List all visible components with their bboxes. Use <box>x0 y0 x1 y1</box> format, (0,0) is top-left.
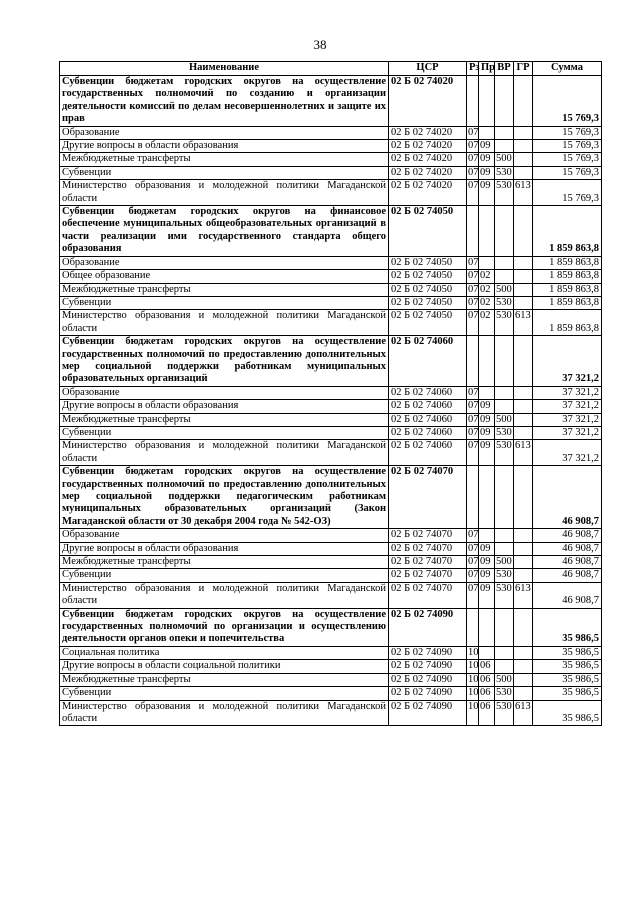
table-body <box>60 76 602 726</box>
cell-name: Министерство образования и молодежной политики Магаданской области <box>60 180 389 206</box>
table-row <box>60 440 602 466</box>
cell-vr <box>495 466 514 529</box>
cell-rz: 07 <box>467 310 479 336</box>
table-row <box>60 283 602 296</box>
cell-sum: 15 769,3 <box>533 180 602 206</box>
cell-gr <box>514 76 533 127</box>
cell-sum: 35 986,5 <box>533 687 602 700</box>
cell-csr: 02 Б 02 74020 <box>389 140 467 153</box>
table-row <box>60 673 602 686</box>
cell-pr <box>479 529 495 542</box>
cell-csr: 02 Б 02 74050 <box>389 270 467 283</box>
cell-pr: 02 <box>479 283 495 296</box>
cell-gr <box>514 687 533 700</box>
cell-csr: 02 Б 02 74090 <box>389 673 467 686</box>
table-row-section <box>60 466 602 529</box>
table-row <box>60 166 602 179</box>
cell-vr <box>495 256 514 269</box>
cell-vr: 500 <box>496 153 512 165</box>
cell-name: Другие вопросы в области социальной политики <box>60 660 389 673</box>
cell-vr: 530 <box>496 687 512 699</box>
table-row-section <box>60 206 602 257</box>
cell-sum: 35 986,5 <box>533 660 602 673</box>
cell-pr: 02 <box>479 310 495 336</box>
cell-csr: 02 Б 02 74090 <box>389 660 467 673</box>
table-row <box>60 153 602 166</box>
cell-pr: 09 <box>479 400 495 413</box>
cell-pr: 09 <box>479 440 495 466</box>
cell-pr: 09 <box>479 413 495 426</box>
cell-vr: 500 <box>496 556 512 568</box>
cell-pr: 02 <box>479 270 495 283</box>
cell-gr <box>514 608 533 646</box>
cell-gr: 613 <box>514 440 533 466</box>
cell-name: Субвенции бюджетам городских округов на осуществление государственных полномочий по предоставлению дополнительных мер социальной поддержки педагогическим работникам муниципальных образовательных организаций (Закон Магаданской области от 30 декабря 2004 года № 542-ОЗ) <box>60 466 389 529</box>
table-row <box>60 296 602 309</box>
cell-name: Министерство образования и молодежной политики Магаданской области <box>60 440 389 466</box>
cell-csr: 02 Б 02 74020 <box>389 153 467 166</box>
cell-csr: 02 Б 02 74090 <box>389 700 467 726</box>
cell-vr <box>495 386 514 399</box>
cell-pr: 09 <box>479 166 495 179</box>
cell-rz: 07 <box>468 166 479 178</box>
cell-sum: 1 859 863,8 <box>533 256 602 269</box>
table-row-section <box>60 336 602 387</box>
cell-name: Образование <box>60 386 389 399</box>
page-number: 38 <box>313 37 327 52</box>
cell-vr: 530 <box>495 700 514 726</box>
cell-rz <box>467 206 479 257</box>
header-csr: ЦСР <box>389 62 467 76</box>
cell-vr <box>495 76 514 127</box>
cell-pr <box>479 386 495 399</box>
cell-pr <box>479 206 495 257</box>
cell-rz: 07 <box>467 180 479 206</box>
cell-sum: 1 859 863,8 <box>533 206 602 257</box>
cell-sum: 46 908,7 <box>533 529 602 542</box>
cell-rz: 10 <box>468 660 479 672</box>
cell-name: Образование <box>60 529 389 542</box>
cell-name: Министерство образования и молодежной политики Магаданской области <box>60 310 389 336</box>
cell-rz: 07 <box>468 556 479 568</box>
table-row <box>60 270 602 283</box>
cell-name: Субвенции бюджетам городских округов на осуществление государственных полномочий по созданию и организации деятельности комиссий по делам несовершеннолетних и защите их прав <box>60 76 389 127</box>
cell-rz: 07 <box>468 542 479 554</box>
cell-csr: 02 Б 02 74060 <box>389 426 467 439</box>
cell-sum: 46 908,7 <box>533 542 602 555</box>
cell-csr: 02 Б 02 74070 <box>389 569 467 582</box>
cell-csr: 02 Б 02 74060 <box>389 440 467 466</box>
cell-pr <box>479 126 495 139</box>
cell-name: Министерство образования и молодежной политики Магаданской области <box>60 700 389 726</box>
cell-rz: 10 <box>468 687 479 699</box>
cell-pr: 09 <box>479 582 495 608</box>
table-header-row <box>60 62 602 76</box>
cell-name: Образование <box>60 256 389 269</box>
cell-rz <box>467 608 479 646</box>
cell-rz <box>467 466 479 529</box>
cell-name: Субвенции <box>60 296 389 309</box>
cell-gr <box>514 166 533 179</box>
cell-rz: 10 <box>468 673 479 685</box>
cell-sum: 1 859 863,8 <box>533 270 602 283</box>
table-row <box>60 310 602 336</box>
cell-vr <box>495 206 514 257</box>
cell-gr <box>514 569 533 582</box>
cell-rz <box>467 76 479 127</box>
cell-sum: 35 986,5 <box>533 673 602 686</box>
cell-gr <box>514 256 533 269</box>
cell-gr: 613 <box>514 700 533 726</box>
cell-pr: 09 <box>479 140 495 153</box>
cell-csr: 02 Б 02 74050 <box>389 256 467 269</box>
cell-gr: 613 <box>514 180 533 206</box>
cell-sum: 46 908,7 <box>533 569 602 582</box>
cell-rz: 07 <box>467 582 479 608</box>
cell-pr: 06 <box>479 660 495 673</box>
cell-rz: 10 <box>468 646 479 658</box>
cell-gr <box>514 413 533 426</box>
header-vr: ВР <box>495 62 514 76</box>
cell-sum: 37 321,2 <box>533 413 602 426</box>
budget-table <box>59 61 602 726</box>
cell-rz: 07 <box>468 153 479 165</box>
cell-csr: 02 Б 02 74090 <box>389 687 467 700</box>
cell-vr: 530 <box>496 569 512 581</box>
cell-vr: 500 <box>496 283 512 295</box>
cell-vr <box>495 608 514 646</box>
cell-rz: 07 <box>468 126 479 138</box>
cell-gr <box>514 270 533 283</box>
table-row <box>60 660 602 673</box>
cell-gr <box>514 153 533 166</box>
table-row <box>60 687 602 700</box>
cell-sum: 37 321,2 <box>533 336 602 387</box>
cell-vr: 530 <box>495 180 514 206</box>
cell-vr <box>495 140 514 153</box>
cell-name: Общее образование <box>60 270 389 283</box>
cell-pr: 06 <box>479 673 495 686</box>
header-gr: ГР <box>514 62 533 76</box>
cell-vr <box>495 529 514 542</box>
cell-gr <box>514 336 533 387</box>
cell-rz: 07 <box>468 426 479 438</box>
cell-vr: 530 <box>496 166 512 178</box>
cell-sum: 35 986,5 <box>533 608 602 646</box>
table-row <box>60 529 602 542</box>
cell-csr: 02 Б 02 74070 <box>389 466 467 529</box>
table-row <box>60 126 602 139</box>
cell-sum: 15 769,3 <box>533 140 602 153</box>
cell-rz: 07 <box>468 400 479 412</box>
cell-csr: 02 Б 02 74050 <box>389 206 467 257</box>
cell-csr: 02 Б 02 74020 <box>389 126 467 139</box>
cell-pr: 09 <box>479 569 495 582</box>
cell-pr: 06 <box>479 700 495 726</box>
cell-vr <box>495 270 514 283</box>
table-row <box>60 256 602 269</box>
cell-sum: 37 321,2 <box>533 426 602 439</box>
cell-csr: 02 Б 02 74090 <box>389 646 467 659</box>
cell-csr: 02 Б 02 74070 <box>389 542 467 555</box>
cell-gr <box>514 400 533 413</box>
cell-pr <box>479 256 495 269</box>
cell-csr: 02 Б 02 74050 <box>389 283 467 296</box>
cell-csr: 02 Б 02 74060 <box>389 413 467 426</box>
cell-csr: 02 Б 02 74070 <box>389 582 467 608</box>
cell-gr <box>514 529 533 542</box>
cell-rz: 07 <box>467 440 479 466</box>
cell-sum: 15 769,3 <box>533 166 602 179</box>
cell-pr <box>479 336 495 387</box>
cell-name: Субвенции бюджетам городских округов на финансовое обеспечение муниципальных общеобразовательных организаций в части реализации ими государственного стандарта общего образования <box>60 206 389 257</box>
cell-pr <box>479 646 495 659</box>
cell-name: Субвенции <box>60 687 389 700</box>
cell-sum: 46 908,7 <box>533 582 602 608</box>
cell-vr <box>495 336 514 387</box>
cell-gr <box>514 206 533 257</box>
cell-csr: 02 Б 02 74050 <box>389 296 467 309</box>
table-row <box>60 400 602 413</box>
header-name: Наименование <box>60 62 389 76</box>
cell-sum: 15 769,3 <box>533 126 602 139</box>
cell-rz: 07 <box>468 256 479 268</box>
table-row <box>60 140 602 153</box>
cell-gr <box>514 426 533 439</box>
cell-rz: 07 <box>468 270 479 282</box>
cell-gr <box>514 660 533 673</box>
cell-name: Межбюджетные трансферты <box>60 283 389 296</box>
cell-name: Министерство образования и молодежной политики Магаданской области <box>60 582 389 608</box>
cell-vr: 530 <box>496 426 512 438</box>
cell-pr: 09 <box>479 542 495 555</box>
cell-name: Межбюджетные трансферты <box>60 673 389 686</box>
cell-name: Субвенции <box>60 166 389 179</box>
cell-vr: 500 <box>496 673 512 685</box>
cell-rz: 10 <box>467 700 479 726</box>
cell-gr <box>514 126 533 139</box>
cell-sum: 37 321,2 <box>533 400 602 413</box>
cell-gr <box>514 466 533 529</box>
cell-pr: 09 <box>479 426 495 439</box>
cell-rz <box>467 336 479 387</box>
cell-pr: 06 <box>479 687 495 700</box>
header-rz: Рз <box>467 62 479 76</box>
cell-vr: 500 <box>496 413 512 425</box>
cell-sum: 1 859 863,8 <box>533 283 602 296</box>
cell-vr: 530 <box>495 582 514 608</box>
cell-gr <box>514 283 533 296</box>
cell-rz: 07 <box>468 413 479 425</box>
cell-sum: 15 769,3 <box>533 76 602 127</box>
cell-sum: 1 859 863,8 <box>533 310 602 336</box>
table-row <box>60 569 602 582</box>
cell-rz: 07 <box>468 386 479 398</box>
cell-name: Другие вопросы в области образования <box>60 140 389 153</box>
cell-sum: 46 908,7 <box>533 556 602 569</box>
cell-sum: 46 908,7 <box>533 466 602 529</box>
cell-name: Межбюджетные трансферты <box>60 413 389 426</box>
cell-gr <box>514 386 533 399</box>
cell-csr: 02 Б 02 74060 <box>389 400 467 413</box>
cell-gr <box>514 646 533 659</box>
cell-vr: 530 <box>495 440 514 466</box>
cell-rz: 07 <box>468 283 479 295</box>
cell-name: Субвенции <box>60 569 389 582</box>
cell-rz: 07 <box>468 296 479 308</box>
cell-vr <box>495 542 514 555</box>
cell-sum: 35 986,5 <box>533 646 602 659</box>
cell-rz: 07 <box>468 569 479 581</box>
cell-rz: 07 <box>468 140 479 152</box>
cell-sum: 37 321,2 <box>533 440 602 466</box>
cell-vr <box>495 400 514 413</box>
cell-pr <box>479 76 495 127</box>
header-sum: Сумма <box>533 62 602 76</box>
cell-rz: 07 <box>468 529 479 541</box>
cell-name: Межбюджетные трансферты <box>60 556 389 569</box>
cell-pr: 09 <box>479 180 495 206</box>
table-row <box>60 646 602 659</box>
table-row <box>60 386 602 399</box>
cell-csr: 02 Б 02 74020 <box>389 166 467 179</box>
header-pr: Пр <box>479 62 495 76</box>
cell-pr: 02 <box>479 296 495 309</box>
cell-gr <box>514 556 533 569</box>
cell-name: Субвенции бюджетам городских округов на осуществление государственных полномочий по организации и осуществлению деятельности органов опеки и попечительства <box>60 608 389 646</box>
cell-csr: 02 Б 02 74020 <box>389 180 467 206</box>
cell-name: Другие вопросы в области образования <box>60 542 389 555</box>
cell-gr <box>514 296 533 309</box>
cell-name: Социальная политика <box>60 646 389 659</box>
cell-vr: 530 <box>495 310 514 336</box>
cell-csr: 02 Б 02 74050 <box>389 310 467 336</box>
table-row <box>60 180 602 206</box>
cell-csr: 02 Б 02 74060 <box>389 386 467 399</box>
cell-csr: 02 Б 02 74070 <box>389 529 467 542</box>
cell-gr <box>514 140 533 153</box>
cell-csr: 02 Б 02 74090 <box>389 608 467 646</box>
cell-vr <box>495 126 514 139</box>
table-row <box>60 582 602 608</box>
cell-pr: 09 <box>479 556 495 569</box>
table-row <box>60 556 602 569</box>
table-row-section <box>60 76 602 127</box>
cell-pr <box>479 466 495 529</box>
cell-pr <box>479 608 495 646</box>
cell-sum: 37 321,2 <box>533 386 602 399</box>
table-row <box>60 413 602 426</box>
cell-name: Межбюджетные трансферты <box>60 153 389 166</box>
cell-gr: 613 <box>514 582 533 608</box>
cell-pr: 09 <box>479 153 495 166</box>
cell-csr: 02 Б 02 74060 <box>389 336 467 387</box>
table-row <box>60 700 602 726</box>
cell-sum: 15 769,3 <box>533 153 602 166</box>
cell-csr: 02 Б 02 74020 <box>389 76 467 127</box>
cell-gr: 613 <box>514 310 533 336</box>
cell-name: Субвенции <box>60 426 389 439</box>
cell-vr: 530 <box>496 296 512 308</box>
table-row-section <box>60 608 602 646</box>
table-row <box>60 542 602 555</box>
cell-gr <box>514 542 533 555</box>
cell-name: Субвенции бюджетам городских округов на осуществление государственных полномочий по предоставлению дополнительных мер социальной поддержки работникам муниципальных образовательных организаций <box>60 336 389 387</box>
table-row <box>60 426 602 439</box>
cell-gr <box>514 673 533 686</box>
cell-sum: 1 859 863,8 <box>533 296 602 309</box>
cell-vr <box>495 646 514 659</box>
cell-name: Образование <box>60 126 389 139</box>
cell-csr: 02 Б 02 74070 <box>389 556 467 569</box>
cell-vr <box>495 660 514 673</box>
cell-sum: 35 986,5 <box>533 700 602 726</box>
cell-name: Другие вопросы в области образования <box>60 400 389 413</box>
